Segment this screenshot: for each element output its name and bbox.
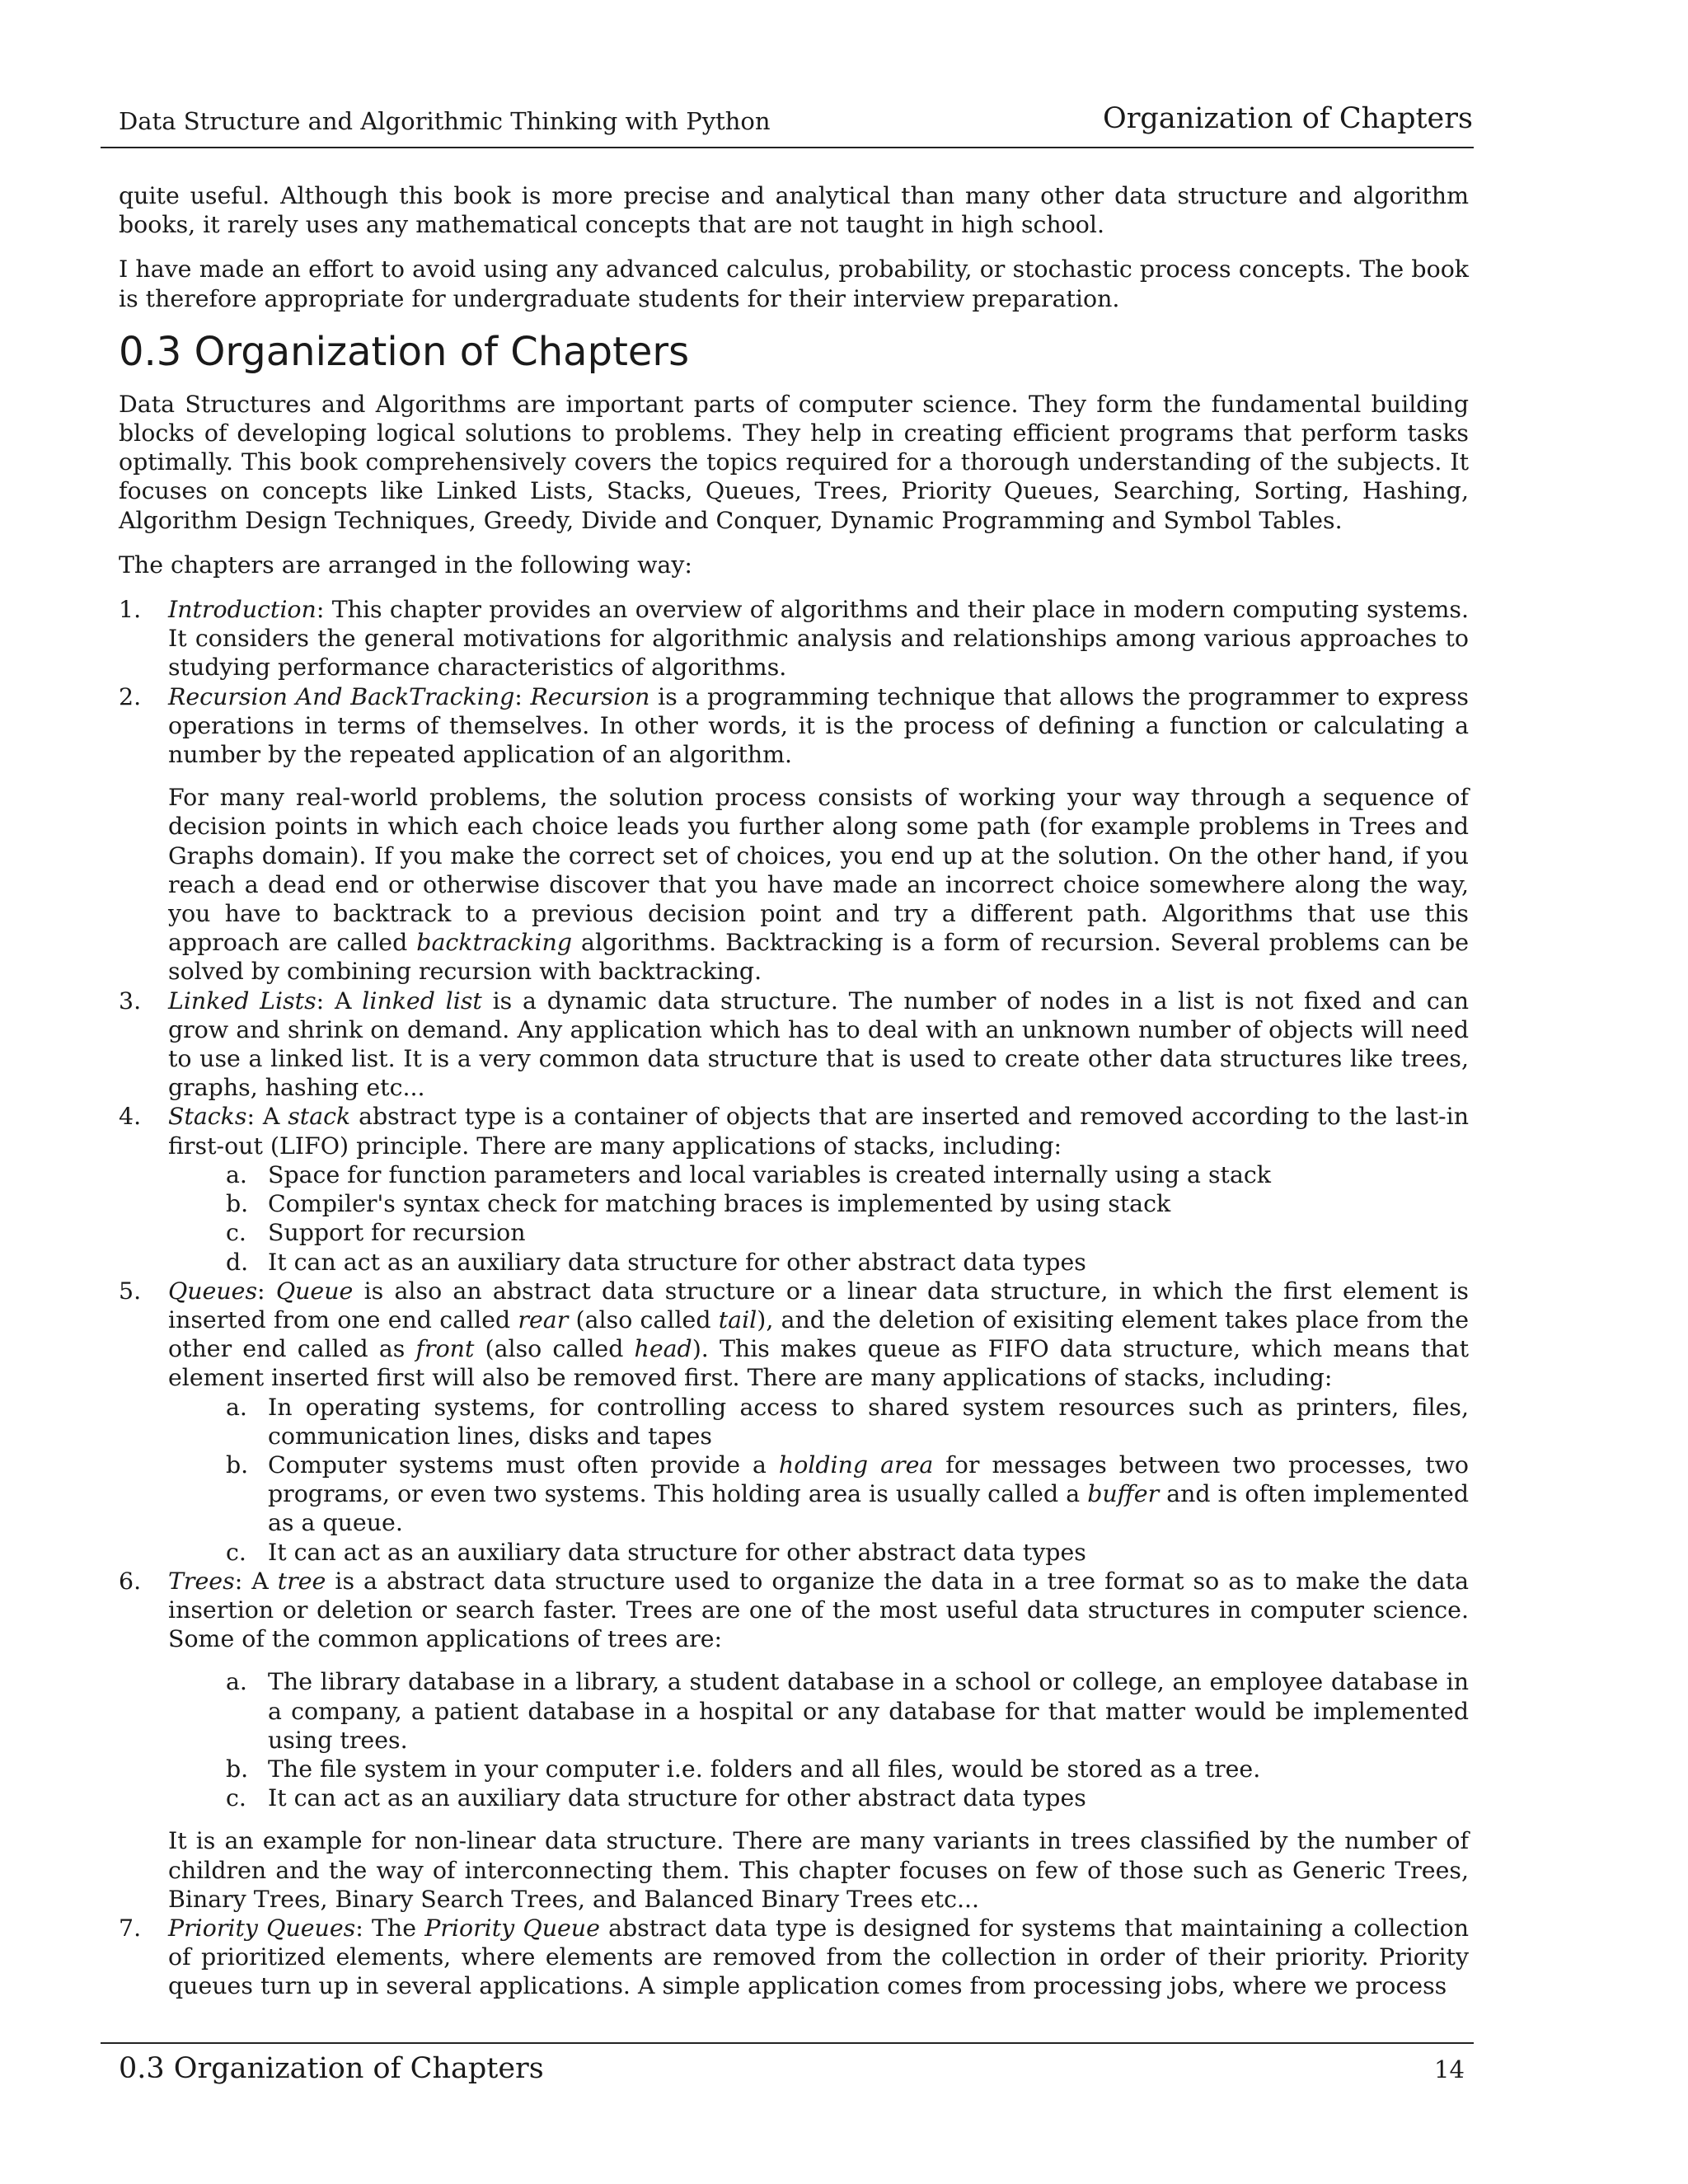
item-number: 6. <box>119 1567 142 1595</box>
page-number: 14 <box>1434 2055 1465 2083</box>
tree-applications-list <box>168 1667 1469 1812</box>
chapter-item-trees: 6. Trees: A tree is a abstract data structure used to organize the data in a tree format so as to make the data insertion or deletion or search faster. Trees are one of the most useful data structures in computer science. Some of the common applications of trees are: a. The library database in a library, a student database in a school or college, an employee database in a company, a patient database in a hospital or any database for that matter would be implemented using trees. b. The file system in your computer i.e. folders and all files, would be stored as a tree. c. It can act as an auxiliary data structure for other abstract data types It is an example for non-linear data structure. There are many variants in trees classified by the number of children and the way of interconnecting them. This chapter focuses on few of those such as Generic Trees, Binary Trees, Binary Search Trees, and Balanced Binary Trees etc... <box>119 1567 1469 1913</box>
section-heading: 0.3 Organization of Chapters <box>119 328 690 375</box>
section-paragraph-2: The chapters are arranged in the following way: <box>119 551 692 579</box>
item-term: Introduction <box>168 596 316 624</box>
stack-applications-list <box>168 1160 1469 1277</box>
intro-paragraph-2: I have made an effort to avoid using any advanced calculus, probability, or stochastic process concepts. The book is therefore appropriate for undergraduate students for their interview preparation. <box>119 255 1469 312</box>
item-number: 4. <box>119 1103 142 1131</box>
list-item: b. Computer systems must often provide a holding area for messages between two processes, two programs, or even two systems. This holding area is usually called a buffer and is often implemented as a queue. <box>226 1451 1470 1537</box>
chapter-item-linked-lists: 3. Linked Lists: A linked list is a dynamic data structure. The number of nodes in a list is not fixed and can grow and shrink on demand. Any application which has to deal with an unknown number of objects will need to use a linked list. It is a very common data structure that is used to create other data structures like trees, graphs, hashing etc... <box>119 987 1470 1102</box>
item-text: This chapter provides an overview of algorithms and their place in modern computing systems. It considers the general motivations for algorithmic analysis and relationships among various approaches to studying performance characteristics of algorithms. <box>168 596 1469 682</box>
list-item: c. It can act as an auxiliary data structure for other abstract data types <box>226 1538 1086 1566</box>
list-item: d. It can act as an auxiliary data structure for other abstract data types <box>226 1248 1086 1276</box>
item-number: 3. <box>119 987 142 1015</box>
section-paragraph-1: Data Structures and Algorithms are important parts of computer science. They form the fundamental building blocks of developing logical solutions to problems. They help in creating efficient programs that perform tasks optimally. This book comprehensively covers the topics required for a thorough understanding of the subjects. It focuses on concepts like Linked Lists, Stacks, Queues, Trees, Priority Queues, Searching, Sorting, Hashing, Algorithm Design Techniques, Greedy, Divide and Conquer, Dynamic Programming and Symbol Tables. <box>119 390 1469 534</box>
item-term: Queues <box>168 1277 258 1305</box>
item-text: abstract type is a container of objects that are inserted and removed according to the last-in first-out (LIFO) principle. There are many applications of stacks, including: <box>168 1103 1470 1160</box>
chapter-item-queues: 5. Queues: Queue is also an abstract data structure or a linear data structure, in which the first element is inserted from one end called rear (also called tail), and the deletion of exisiting element takes place from the other end called as front (also called head). This makes queue as FIFO data structure, which means that element inserted first will also be removed first. There are many applications of stacks, including: a. In operating systems, for controlling access to shared system resources such as printers, files, communication lines, disks and tapes b. Computer systems must often provide a holding area for messages between two processes, two programs, or even two systems. This holding area is usually called a buffer and is often implemented as a queue. c. It can act as an auxiliary data structure for other abstract data types <box>119 1277 1470 1566</box>
list-item: a. In operating systems, for controlling access to shared system resources such as printers, files, communication lines, disks and tapes <box>226 1393 1469 1450</box>
intro-paragraph-1: quite useful. Although this book is more precise and analytical than many other data structure and algorithm books, it rarely uses any mathematical concepts that are not taught in high school. <box>119 182 1469 239</box>
page-body <box>119 181 1469 2001</box>
chapter-list <box>119 595 1469 2001</box>
footer-section-title: 0.3 Organization of Chapters <box>119 2052 544 2085</box>
item-term: Stacks <box>168 1103 247 1131</box>
header-rule <box>101 147 1474 148</box>
list-item: c. Support for recursion <box>226 1219 526 1247</box>
item-text: abstract data type is designed for systems that maintaining a collection of prioritized elements, where elements are removed from the collection in order of their priority. Priority queues turn up in several applications. A simple application comes from processing jobs, where we process <box>168 1914 1470 2000</box>
item-term: Recursion And BackTracking <box>168 682 515 710</box>
item-number: 2. <box>119 682 142 710</box>
item-paragraph: It is an example for non-linear data structure. There are many variants in trees classified by the number of children and the way of interconnecting them. This chapter focuses on few of those such as Generic Trees, Binary Trees, Binary Search Trees, and Balanced Binary Trees etc... <box>168 1827 1469 1913</box>
item-term: Linked Lists <box>168 987 316 1015</box>
running-header-chapter-title: Organization of Chapters <box>1103 102 1473 135</box>
list-item: c. It can act as an auxiliary data structure for other abstract data types <box>226 1784 1086 1812</box>
item-number: 7. <box>119 1914 142 1942</box>
footer-rule <box>101 2042 1474 2044</box>
chapter-item-introduction: 1. Introduction: This chapter provides an overview of algorithms and their place in modern computing systems. It considers the general motivations for algorithmic analysis and relationships among various approaches to studying performance characteristics of algorithms. <box>119 596 1469 682</box>
list-item: a. The library database in a library, a student database in a school or college, an employee database in a company, a patient database in a hospital or any database for that matter would be implemented using trees. <box>226 1668 1469 1754</box>
item-text: is a dynamic data structure. The number of nodes in a list is not fixed and can grow and shrink on demand. Any application which has to deal with an unknown number of objects will need to use a linked list. It is a very common data structure that is used to create other data structures like trees, graphs, hashing etc... <box>168 987 1470 1102</box>
item-term: Trees <box>168 1567 235 1595</box>
item-number: 1. <box>119 596 142 624</box>
chapter-item-priority-queues: 7. Priority Queues: The Priority Queue abstract data type is designed for systems that maintaining a collection of prioritized elements, where elements are removed from the collection in order of their priority. Priority queues turn up in several applications. A simple application comes from processing jobs, where we process <box>119 1914 1470 2000</box>
queue-applications-list <box>168 1393 1469 1567</box>
item-number: 5. <box>119 1277 142 1305</box>
running-header-book-title: Data Structure and Algorithmic Thinking with Python <box>119 107 771 135</box>
item-text: is a programming technique that allows the programmer to express operations in terms of themselves. In other words, it is the process of defining a function or calculating a number by the repeated application of an algorithm. <box>168 682 1469 769</box>
list-item: a. Space for function parameters and local variables is created internally using a stack <box>226 1160 1271 1188</box>
item-term: Priority Queues <box>168 1914 356 1942</box>
item-text: is a abstract data structure used to organize the data in a tree format so as to make the data insertion or deletion or search faster. Trees are one of the most useful data structures in computer science. Some of the common applications of trees are: <box>168 1567 1469 1653</box>
list-item: b. The file system in your computer i.e. folders and all files, would be stored as a tree. <box>226 1755 1261 1783</box>
item-paragraph: For many real-world problems, the solution process consists of working your way through a sequence of decision points in which each choice leads you further along some path (for example problems in Trees and Graphs domain). If you make the correct set of choices, you end up at the solution. On the other hand, if you reach a dead end or otherwise discover that you have made an incorrect choice somewhere along the way, you have to backtrack to a previous decision point and try a different path. Algorithms that use this approach are called backtracking algorithms. Backtracking is a form of recursion. Several problems can be solved by combining recursion with backtracking. <box>168 784 1470 986</box>
chapter-item-recursion: 2. Recursion And BackTracking: Recursion is a programming technique that allows the programmer to express operations in terms of themselves. In other words, it is the process of defining a function or calculating a number by the repeated application of an algorithm. For many real-world problems, the solution process consists of working your way through a sequence of decision points in which each choice leads you further along some path (for example problems in Trees and Graphs domain). If you make the correct set of choices, you end up at the solution. On the other hand, if you reach a dead end or otherwise discover that you have made an incorrect choice somewhere along the way, you have to backtrack to a previous decision point and try a different path. Algorithms that use this approach are called backtracking algorithms. Backtracking is a form of recursion. Several problems can be solved by combining recursion with backtracking. <box>119 682 1470 986</box>
chapter-item-stacks: 4. Stacks: A stack abstract type is a container of objects that are inserted and removed according to the last-in first-out (LIFO) principle. There are many applications of stacks, including: a. Space for function parameters and local variables is created internally using a stack b. Compiler's syntax check for matching braces is implemented by using stack c. Support for recursion d. It can act as an auxiliary data structure for other abstract data types <box>119 1103 1470 1276</box>
list-item: b. Compiler's syntax check for matching braces is implemented by using stack <box>226 1190 1171 1218</box>
